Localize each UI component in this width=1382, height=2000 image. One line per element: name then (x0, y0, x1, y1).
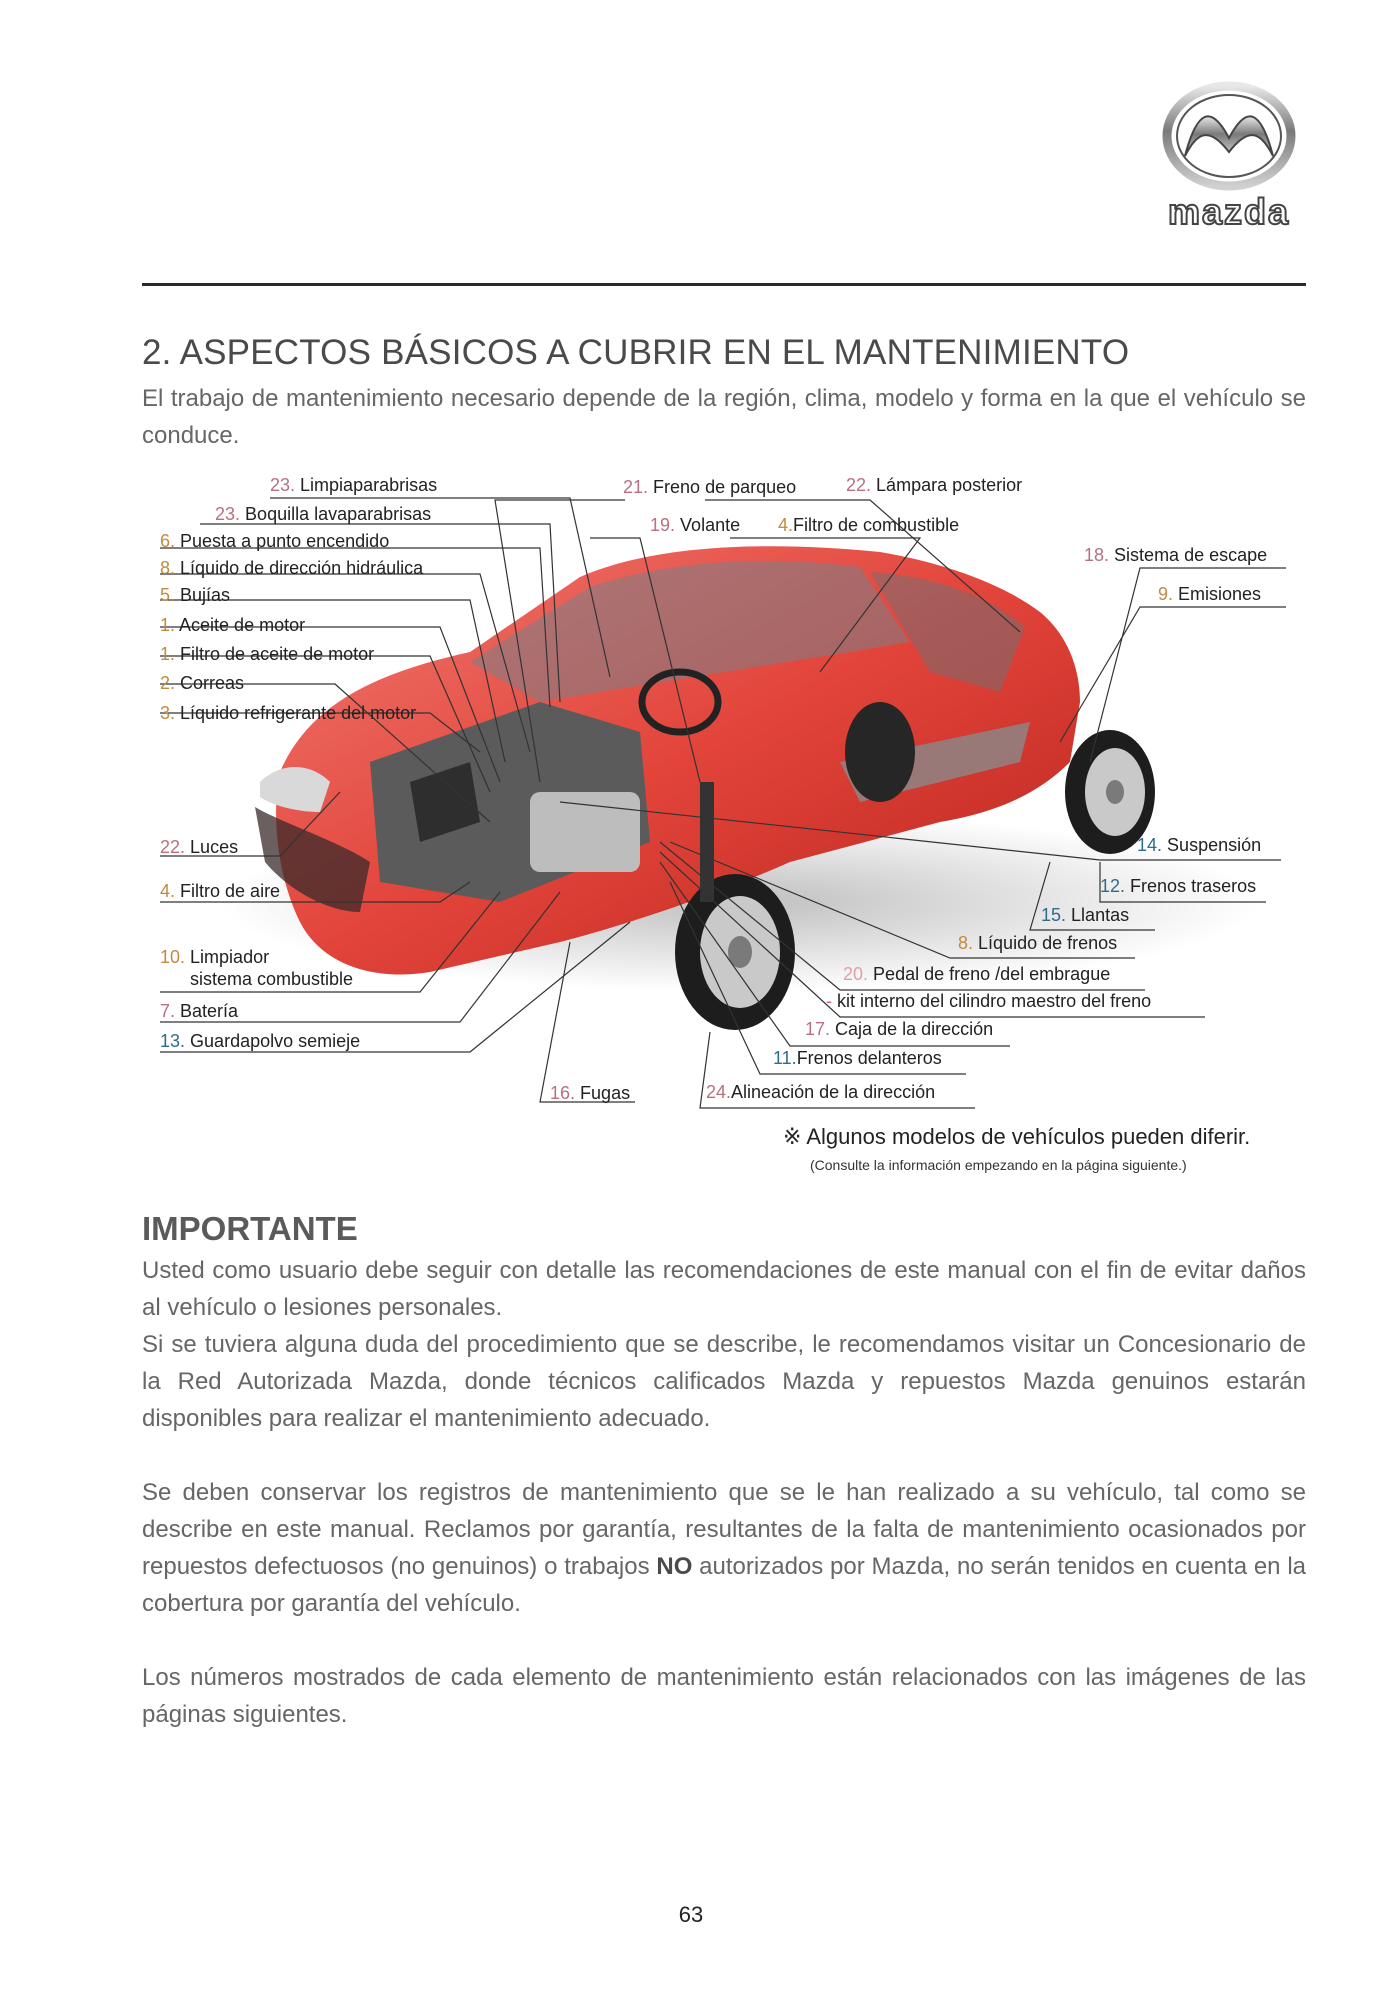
label-text: Frenos delanteros (796, 1048, 942, 1068)
transmission (530, 792, 640, 872)
label-boquilla-lavaparabrisas (215, 503, 431, 525)
label-number: 1. (160, 615, 176, 635)
label-text: Aceite de motor (179, 615, 306, 635)
label-number: 22. (160, 837, 186, 857)
label-text: Líquido refrigerante del motor (180, 703, 417, 723)
label-filtro-combustible (778, 514, 959, 536)
label-number: 2. (160, 673, 176, 693)
label-llantas (1041, 904, 1129, 926)
label-number: - (826, 991, 832, 1011)
paragraph-text: Se deben conservar los registros de mantenimiento que se le han realizado a su vehículo, tal como se describe en este manual. Reclamos por garantía, resultantes de la falta de mantenimiento ocasionados por repuestos defectuosos (no genuinos) o trabajos (142, 1479, 1306, 1580)
important-paragraph-2: Si se tuviera alguna duda del procedimiento que se describe, le recomendamos visitar un Concesionario de la Red Autorizada Mazda, donde técnicos calificados Mazda y repuestos Mazda genuinos estarán disponibles para realizar el mantenimiento adecuado. (142, 1331, 1306, 1432)
label-bujias (160, 584, 230, 606)
label-text: Pedal de freno /del embrague (873, 964, 1111, 984)
label-text: Filtro de aire (180, 881, 281, 901)
label-filtro-aire (160, 880, 280, 902)
maintenance-diagram (140, 462, 1310, 1112)
label-text: Luces (190, 837, 239, 857)
label-number: 21. (623, 477, 649, 497)
label-number: 10. (160, 947, 186, 967)
label-number: 13. (160, 1031, 186, 1051)
label-number: 4. (160, 881, 176, 901)
label-number: 23. (270, 475, 296, 495)
label-number: 11. (773, 1048, 797, 1068)
label-fugas (550, 1082, 630, 1104)
label-bateria (160, 1000, 238, 1022)
label-number: 19. (650, 515, 676, 535)
mazda-logo (1145, 80, 1313, 232)
label-frenos-delanteros (773, 1047, 942, 1069)
label-number: 17. (805, 1019, 831, 1039)
label-number: 6. (160, 531, 176, 551)
label-caja-direccion (805, 1018, 993, 1040)
label-text: Guardapolvo semieje (190, 1031, 361, 1051)
label-text-line-2: sistema combustible (190, 969, 354, 989)
label-text: Volante (680, 515, 741, 535)
label-sistema-escape (1084, 544, 1267, 566)
page-number: 63 (678, 1902, 704, 1927)
label-limpiador-sistema-combustible (160, 946, 353, 990)
label-text: Boquilla lavaparabrisas (245, 504, 432, 524)
label-text: Limpiaparabrisas (300, 475, 438, 495)
label-freno-parqueo (623, 476, 796, 498)
label-emisiones (1158, 583, 1261, 605)
label-number: 20. (843, 964, 869, 984)
label-number: 1. (160, 644, 176, 664)
label-liquido-refrigerante (160, 702, 416, 724)
label-number: 23. (215, 504, 241, 524)
label-luces (160, 836, 238, 858)
label-text: Filtro de aceite de motor (180, 644, 375, 664)
label-text: kit interno del cilindro maestro del freno (837, 991, 1152, 1011)
important-paragraph-1: Usted como usuario debe seguir con detalle las recomendaciones de este manual con el fin de evitar daños al vehículo o lesiones personales. (142, 1257, 1306, 1321)
label-text: Batería (180, 1001, 239, 1021)
label-number: 24. (706, 1082, 732, 1102)
label-guardapolvo-semieje (160, 1030, 360, 1052)
label-liquido-frenos (958, 932, 1117, 954)
label-liquido-direccion-hidraulica (160, 557, 423, 579)
label-text: Alineación de la dirección (731, 1082, 936, 1102)
label-number: 12. (1100, 876, 1126, 896)
rear-wheel-far (845, 702, 915, 802)
label-pedal-freno-embrague (843, 963, 1110, 985)
diagram-note: ※ Algunos modelos de vehículos pueden diferir. (783, 1124, 1251, 1149)
label-number: 18. (1084, 545, 1110, 565)
important-paragraph-4: Los números mostrados de cada elemento de mantenimiento están relacionados con las imágenes de las páginas siguientes. (142, 1664, 1306, 1728)
label-kit-cilindro-maestro (826, 990, 1151, 1012)
label-number: 3. (160, 703, 176, 723)
label-text: Líquido de frenos (978, 933, 1118, 953)
label-text: Freno de parqueo (653, 477, 797, 497)
label-number: 16. (550, 1083, 576, 1103)
logo-wordmark: mazda (1167, 191, 1291, 232)
label-number: 9. (1158, 584, 1174, 604)
label-text: Bujías (180, 585, 231, 605)
label-text: Limpiador (190, 947, 270, 967)
paragraph-bold: NO (656, 1553, 693, 1580)
label-suspension (1137, 834, 1261, 856)
label-number: 7. (160, 1001, 176, 1021)
label-lampara-posterior (846, 474, 1022, 496)
paragraph-text: autorizados por Mazda, no serán tenidos en cuenta en la cobertura por garantía del vehículo. (142, 1553, 1306, 1617)
important-title: IMPORTANTE (142, 1210, 358, 1247)
mazda-emblem-icon (1145, 80, 1313, 232)
label-number: 8. (958, 933, 974, 953)
label-filtro-aceite-motor (160, 643, 374, 665)
label-puesta-a-punto (160, 530, 389, 552)
label-text: Frenos traseros (1130, 876, 1257, 896)
label-volante (650, 514, 740, 536)
label-aceite-motor (160, 614, 305, 636)
section-intro: El trabajo de mantenimiento necesario depende de la región, clima, modelo y forma en la que el vehículo se conduce. (142, 385, 1306, 449)
label-number: 22. (846, 475, 872, 495)
label-number: 4. (778, 515, 794, 535)
label-text: Líquido de dirección hidráulica (180, 558, 424, 578)
label-correas (160, 672, 244, 694)
label-text: Correas (180, 673, 245, 693)
label-number: 8. (160, 558, 176, 578)
header-rule (142, 283, 1306, 286)
label-text: Suspensión (1167, 835, 1262, 855)
important-paragraph-3 (142, 1474, 1306, 1622)
label-text: Caja de la dirección (835, 1019, 994, 1039)
label-number: 15. (1041, 905, 1067, 925)
label-text: Lámpara posterior (876, 475, 1023, 495)
diagram-subnote: (Consulte la información empezando en la página siguiente.) (810, 1157, 1187, 1173)
label-number: 5. (160, 585, 176, 605)
label-number: 14. (1137, 835, 1163, 855)
label-text: Emisiones (1178, 584, 1262, 604)
section-title: 2. ASPECTOS BÁSICOS A CUBRIR EN EL MANTENIMIENTO (142, 333, 1130, 372)
label-frenos-traseros (1100, 875, 1256, 897)
label-text: Fugas (580, 1083, 631, 1103)
label-text: Puesta a punto encendido (180, 531, 390, 551)
label-alineacion-direccion (706, 1081, 935, 1103)
label-text: Llantas (1071, 905, 1130, 925)
label-text: Sistema de escape (1114, 545, 1268, 565)
label-text: Filtro de combustible (793, 515, 960, 535)
front-wheel (675, 874, 795, 1030)
label-limpiaparabrisas (270, 474, 437, 496)
